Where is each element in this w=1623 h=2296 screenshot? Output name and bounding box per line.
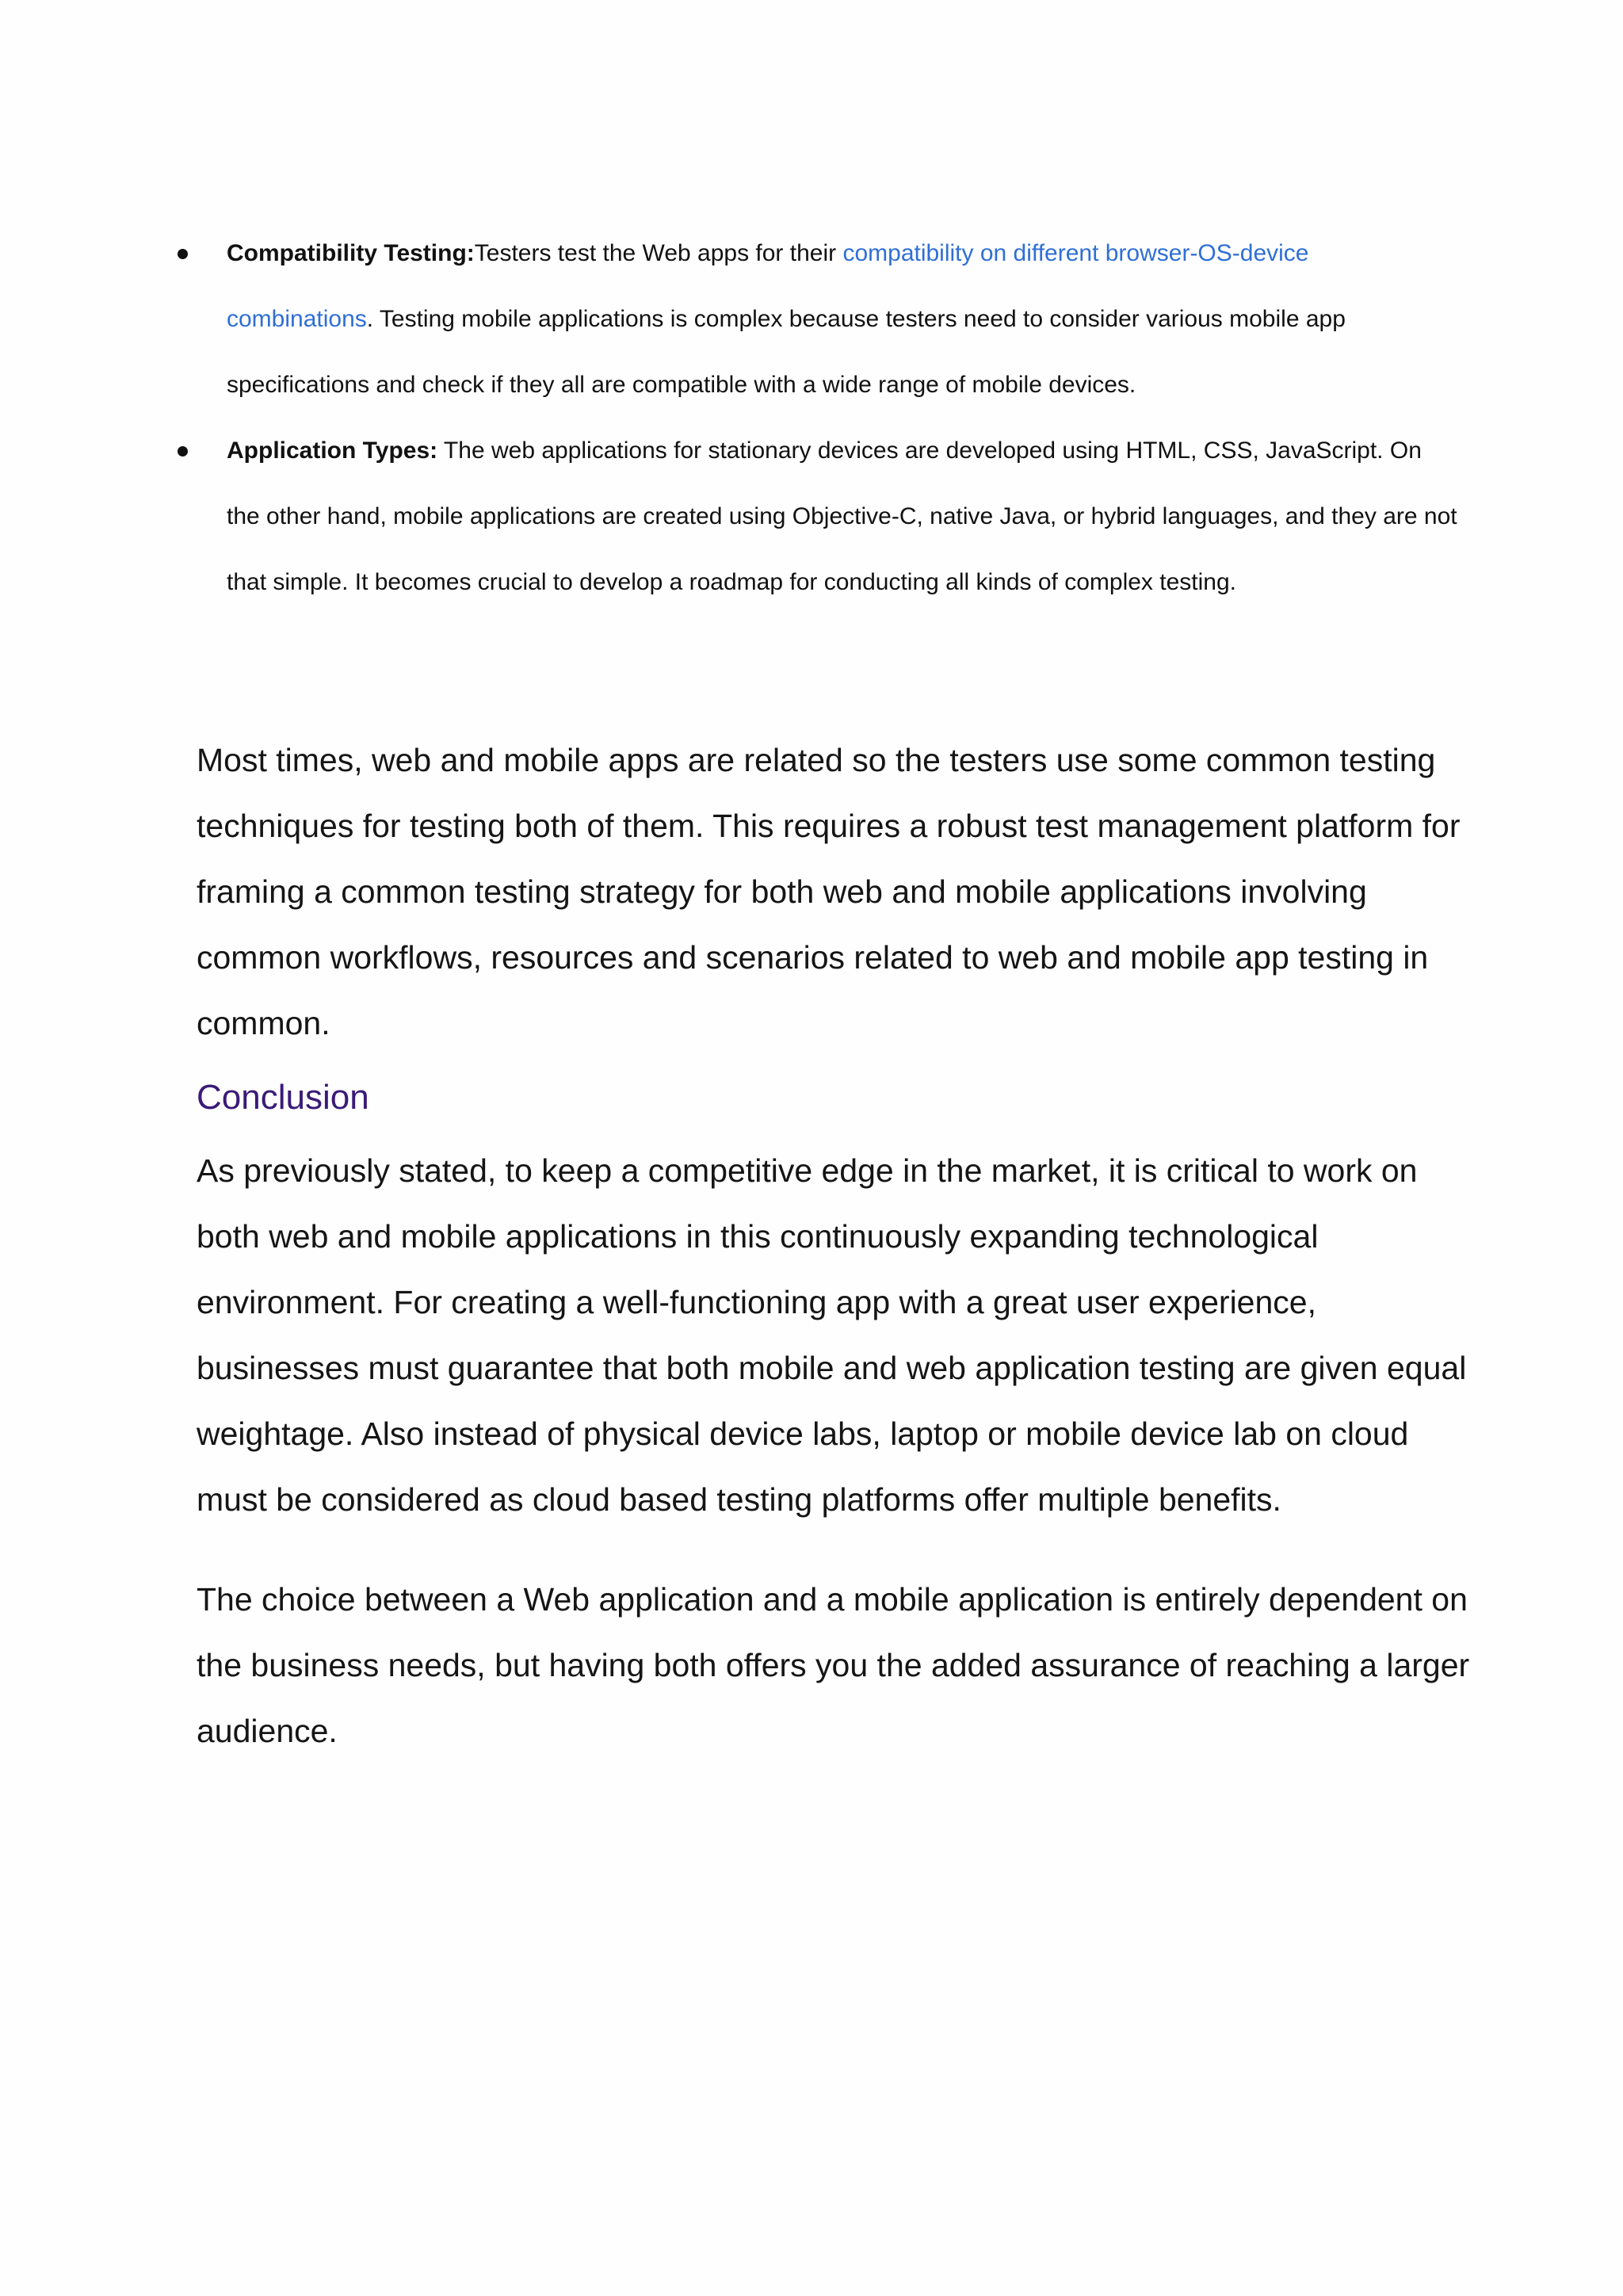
bullet-term: Compatibility Testing: (227, 240, 475, 266)
feature-bullet-list (176, 220, 1460, 615)
bullet-compatibility-testing (176, 220, 1460, 418)
bullet-text: Testers test the Web apps for their (474, 240, 843, 266)
conclusion-paragraph-2: The choice between a Web application and a mobile application is entirely dependent on the business needs, but having both offers you the added assurance of reaching a larger audience. (197, 1581, 1470, 1749)
intro-paragraph: Most times, web and mobile apps are related so the testers use some common testing techniques for testing both of them. This requires a robust test management platform for framing a common testing strategy for both web and mobile applications involving common workflows, resources and scenarios related to web and mobile app testing in common. (197, 742, 1461, 1041)
bullet-dot-icon (178, 249, 188, 259)
conclusion-heading: Conclusion (197, 1078, 369, 1117)
bullet-text: The web applications for stationary devices are developed using HTML, CSS, JavaScript. On the other hand, mobile applications are created using Objective-C, native Java, or hybrid languages, and they are not that simple. It becomes crucial to develop a roadmap for conducting all kinds of complex testing. (227, 437, 1457, 595)
conclusion-paragraph-1: As previously stated, to keep a competitive edge in the market, it is critical to work on both web and mobile applications in this continuously expanding technological environment. For creating a well-functioning app with a great user experience, businesses must guarantee that both mobile and web application testing are given equal weightage. Also instead of physical device labs, laptop or mobile device lab on cloud must be considered as cloud based testing platforms offer multiple benefits. (197, 1152, 1467, 1518)
bullet-application-types (176, 418, 1460, 615)
bullet-term: Application Types: (227, 437, 438, 464)
compatibility-link[interactable]: compatibility on different browser-OS-device combinations (227, 240, 1309, 332)
bullet-dot-icon (178, 446, 188, 457)
bullet-text: . Testing mobile applications is complex because testers need to consider various mobile app specifications and check if they all are compatible with a wide range of mobile devices. (227, 306, 1346, 398)
